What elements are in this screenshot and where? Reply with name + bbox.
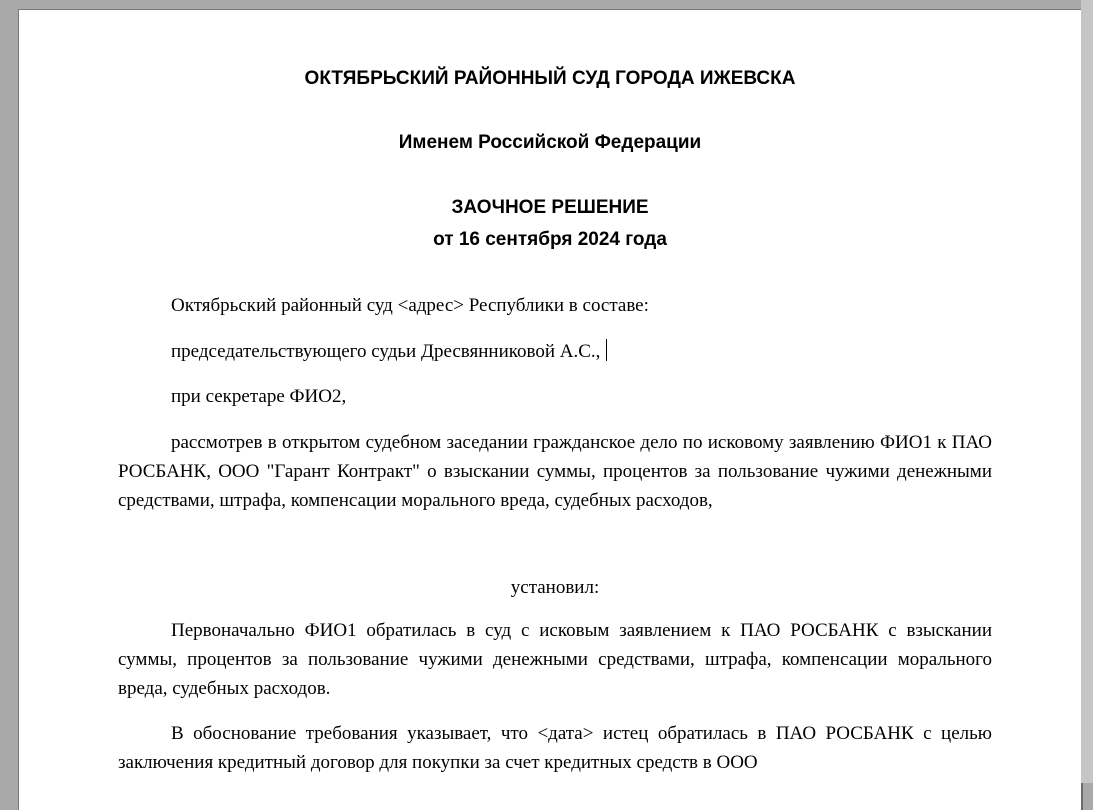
court-name-heading: ОКТЯБРЬСКИЙ РАЙОННЫЙ СУД ГОРОДА ИЖЕВСКА bbox=[304, 68, 796, 89]
document-type-heading: ЗАОЧНОЕ РЕШЕНИЕ bbox=[451, 197, 649, 218]
court-composition-paragraph bbox=[118, 291, 992, 320]
document-date-heading: от 16 сентября 2024 года bbox=[433, 229, 667, 250]
text-cursor bbox=[606, 339, 607, 361]
secretary-paragraph bbox=[118, 382, 992, 411]
grounds-paragraph: В обоснование требования указывает, что <дата> истец обратилась в ПАО РОСБАНК с целью заключения кредитный договор для покупки за счет кредитных средств в ООО bbox=[118, 723, 992, 773]
established-heading: установил: bbox=[510, 577, 600, 598]
presiding-judge-text: председательствующего судьи Дресвянниковой А.С., bbox=[171, 341, 601, 362]
formula-heading: Именем Российской Федерации bbox=[398, 132, 702, 153]
claim-paragraph: Первоначально ФИО1 обратилась в суд с исковым заявлением к ПАО РОСБАНК с взыскании суммы, процентов за пользование чужими денежными средствами, штрафа, компенсации морального вреда, судебных расходов. bbox=[118, 620, 992, 699]
case-description-paragraph: рассмотрев в открытом судебном заседании гражданское дело по исковому заявлению ФИО1 к ПАО РОСБАНК, ООО "Гарант Контракт" о взыскании суммы, процентов за пользование чужими денежными средствами, штрафа, компенсации морального вреда, судебных расходов, bbox=[118, 432, 992, 511]
secretary-text: при секретаре ФИО2, bbox=[171, 386, 347, 407]
document-page bbox=[18, 9, 1081, 810]
window-right-edge bbox=[1081, 0, 1093, 783]
court-composition-text: Октябрьский районный суд <адрес> Республики в составе: bbox=[171, 295, 649, 316]
presiding-judge-paragraph[interactable] bbox=[118, 337, 992, 366]
